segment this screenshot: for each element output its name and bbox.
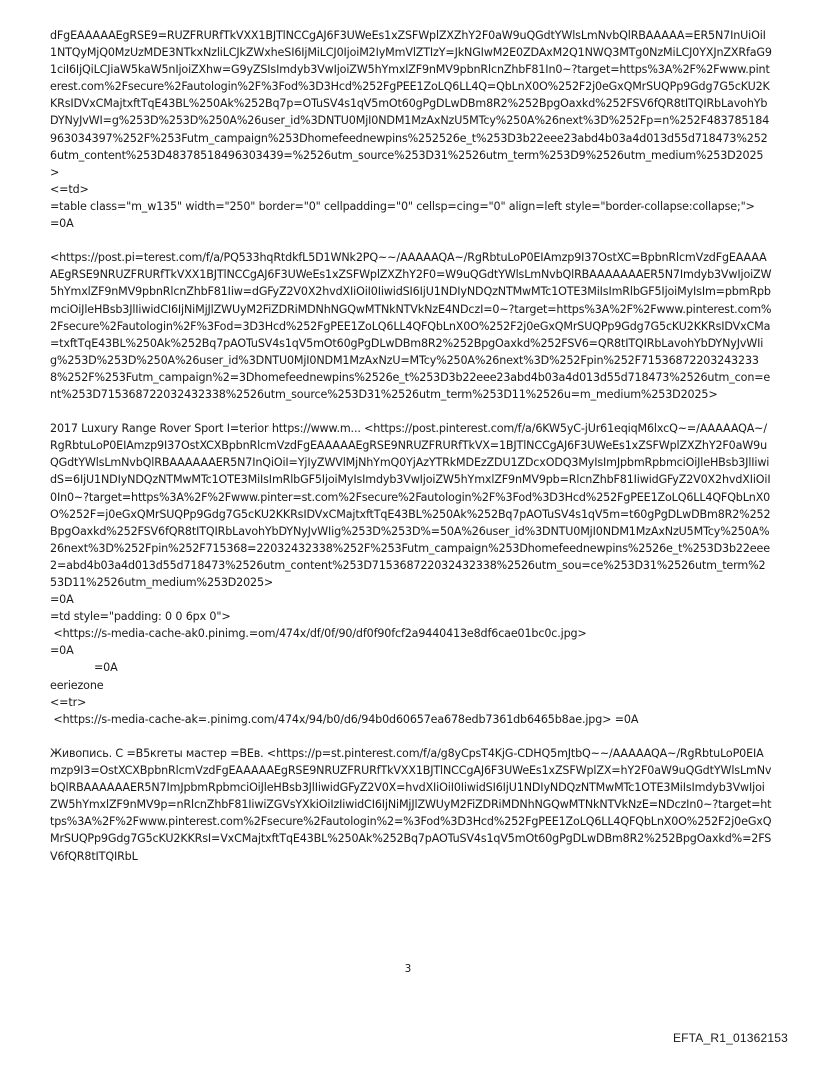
encoded-newline-indented: =0A: [94, 661, 118, 675]
image-url-2: <https://s-media-cache-ak=.pinimg.com/474x/94/b0/d6/94b0d60657ea678edb7361db6465b8ae.jpg> =0A: [50, 712, 639, 726]
text-block-painting-link: Живопись. С =В5кreты мастер =ВЕв. <https://p=st.pinterest.com/f/a/g8yCpsT4KjG-CDHQ5mJtbQ~~/AAAAAQA~/RgRbtuLoP0EIAmzp9I3=OstXCXBpbnRlcmVzdFgEAAAAAEgRSE9NRUZFRURfTkVXX1BJTlNCCgAJ6F3UWeEs1xZSFWplZX=hY2F0aW9uQGdtYWlsLmNvbQlRBAAAAAAER5N7ImJpbmRpbmciOiJleHBsb3JlIiwidGFyZ2V0X=hvdXIiOiI0IiwidSI6IjU1NDIyNDQzNTMwMTc1OTE3MiIsImdyb3VwIjoiZW5hYmxlZF9nMV9p=nRlcnZhbF81IiwiZGVsYXkiOiIzIiwidCI6IjNiMjJlZWUyM2FiZDRiMDNhNGQwMTNkNTVkNzE=NDczIn0~?target=https%3A%2F%2Fwww.pinterest.com%2Fsecure%2Fautologin%2=%3Fod%3D3Hcd%252FgPEE1ZoLQ6LL4QFQbLnX0O%252F2j0eGxQMrSUQPp9Gdg7G5cKU2KKRsI=VxCMajtxftTqE43BL%250Ak%252Bq7pAOTuSV4s1qV5mOt60gPgDLwDBm8R2%252BpgOaxkd%=2FSV6fQR8tITQIRbL: [50, 746, 772, 863]
text-block-pinterest-link-2: <https://post.pi=terest.com/f/a/PQ533hqRtdkfL5D1WNk2PQ~~/AAAAAQA~/RgRbtuLoP0EIAmzp9I37OstXC=BpbnRlcmVzdFgEAAAAAEgRSE9NRUZFRURfTkVXX1BJTlNCCgAJ6F3UWeEs1xZSFWplZXZhY2F0=W9uQGdtYWlsLmNvbQlRBAAAAAAAER5N7Imdyb3VwIjoiZW5hYmxlZF9nMV9pbnRlcnZhbF81Iiw=dGFyZ2V0X2hvdXIiOiI0IiwidSI6IjU1NDIyNDQzNTMwMTc1OTE3MiIsImRlbGF5IjoiMyIsIm=pbmRpbmciOiJleHBsb3JlIiwidCI6IjNiMjJlZWUyM2FiZDRiMDNhNGQwMTNkNTVkNzE4NDczI=0~?target=https%3A%2F%2Fwww.pinterest.com%2Fsecure%2Fautologin%2F%3Fod=3D3Hcd%252FgPEE1ZoLQ6LL4QFQbLnX0O%252F2j0eGxQMrSUQPp9Gdg7G5cKU2KKRsIDVxCMa=txftTqE43BL%250Ak%252Bq7pAOTuSV4s1qV5mOt60gPgDLwDBm8R2%252BpgOaxkd%252FSV6=QR8tITQIRbLavohYbDYNyJvWIig%253D%253D%250A%26user_id%3DNTU0MjI0NDM1MzAxNzU=MTcy%250A%26next%3D%252Fpin%252F715368722032432338%252F%253Futm_campaign%2=3Dhomefeednewpins%2526e_t%253D3b22eee23abd4b03a4d013d55d718473%2526utm_con=ent%253D715368722032432338%2526utm_source%253D31%2526utm_term%253D11%2526u=m_medium%253D2025>: [50, 251, 772, 401]
html-fragment-td: <=td>: [50, 182, 89, 196]
encoded-newline: =0A: [50, 644, 74, 658]
html-fragment-tr: <=tr>: [50, 695, 87, 709]
username-text: eeriezone: [50, 678, 104, 692]
image-url-1: <https://s-media-cache-ak0.pinimg.=om/474x/df/0f/90/df0f90fcf2a9440413e8df6cae01bc0c.jpg>: [50, 627, 587, 641]
encoded-newline: =0A: [50, 217, 74, 231]
blank-line: [50, 232, 772, 249]
email-body: [50, 27, 772, 865]
text-block-pinterest-link-1: dFgEAAAAAEgRSE9=RUZFRURfTkVXX1BJTlNCCgAJ6F3UWeEs1xZSFWplZXZhY2F0aW9uQGdtYWlsLmNvbQlRBAAAAA=ER5N7InUiOiI1NTQyMjQ0MzUzMDE3NTkxNzliLCJkZWxheSI6IjMiLCJ0IjoiM2IyMmVlZTIzY=JkNGIwM2E0ZDAxM2Q1NWQ3MTg0NzMiLCJ0YXJnZXRfaG91ciI6IjQiLCJiaW5kaW5nIjoiZXhw=G9yZSIsImdyb3VwIjoiZW5hYmxlZF9nMV9pbnRlcnZhbF81In0~?target=https%3A%2F%2Fwww.pinterest.com%2Fsecure%2Fautologin%2F%3Fod%3D3Hcd%252FgPEE1ZoLQ6LL4Q=QbLnX0O%252F2j0eGxQMrSUQPp9Gdg7G5cKU2KKRsIDVxCMajtxftTqE43BL%250Ak%252Bq7p=OTuSV4s1qV5mOt60gPgDLwDBm8R2%252BpgOaxkd%252FSV6fQR8tITQIRbLavohYbDYNyJvWI=g%253D%253D%250A%26user_id%3DNTU0MjI0NDM1MzAxNzU5MTcy%250A%26next%3D%252Fp=n%252F483785184963034397%252F%253Futm_campaign%253Dhomefeednewpins%252526e_t%253D3b22eee23abd4b03a4d013d55d718473%2526utm_content%253D48378518496303439=%2526utm_source%253D31%2526utm_term%253D9%2526utm_medium%253D2025>: [50, 29, 772, 179]
encoded-newline: =0A: [50, 593, 74, 607]
html-fragment-table: =table class="m_w135" width="250" border="0" cellpadding="0" cellsp=cing="0" align=left style="border-collapse:collapse;">: [50, 199, 755, 213]
page-number: 3: [404, 963, 412, 975]
text-block-range-rover-link: 2017 Luxury Range Rover Sport I=terior https://www.m... <https://post.pinterest.com/f/a/6KW5yC-jUr61eqiqM6lxcQ~=/AAAAAQA~/RgRbtuLoP0EIAmzp9I37OstXCXBpbnRlcmVzdFgEAAAAAEgRSE9NRUZFRURfTkVX=1BJTlNCCgAJ6F3UWeEs1xZSFWplZXZhY2F0aW9uQGdtYWlsLmNvbQlRBAAAAAAER5N7InQiOiI=YjIyZWVlMjNhYmQ0YjAzYTRkMDEzZDU1ZDcxODQ3MyIsImJpbmRpbmciOiJleHBsb3JlIiwidS=6IjU1NDIyNDQzNTMwMTc1OTE3MiIsImRlbGF5IjoiMyIsImdyb3VwIjoiZW5hYmxlZF9nMV9pb=RlcnZhbF81IiwidGFyZ2V0X2hvdXIiOiI0In0~?target=https%3A%2F%2Fwww.pinter=st.com%2Fsecure%2Fautologin%2F%3Fod%3D3Hcd%252FgPEE1ZoLQ6LL4QFQbLnX0O%252F=j0eGxQMrSUQPp9Gdg7G5cKU2KKRsIDVxCMajtxftTqE43BL%250Ak%252Bq7pAOTuSV4s1qV5m=t60gPgDLwDBm8R2%252BpgOaxkd%252FSV6fQR8tITQIRbLavohYbDYNyJvWIig%253D%253D%=50A%26user_id%3DNTU0MjI0NDM1MzAxNzU5MTcy%250A%26next%3D%252Fpin%252F715368=22032432338%252F%253Futm_campaign%253Dhomefeednewpins%2526e_t%253D3b22eee2=abd4b03a4d013d55d718473%2526utm_content%253D715368722032432338%2526utm_sou=ce%253D31%2526utm_term%253D11%2526utm_medium%253D2025>: [50, 422, 771, 589]
blank-line: [50, 728, 772, 745]
html-fragment-td-style: =td style="padding: 0 0 6px 0">: [50, 610, 231, 624]
document-id-footer: EFTA_R1_01362153: [672, 1031, 788, 1045]
blank-line: [50, 403, 772, 420]
